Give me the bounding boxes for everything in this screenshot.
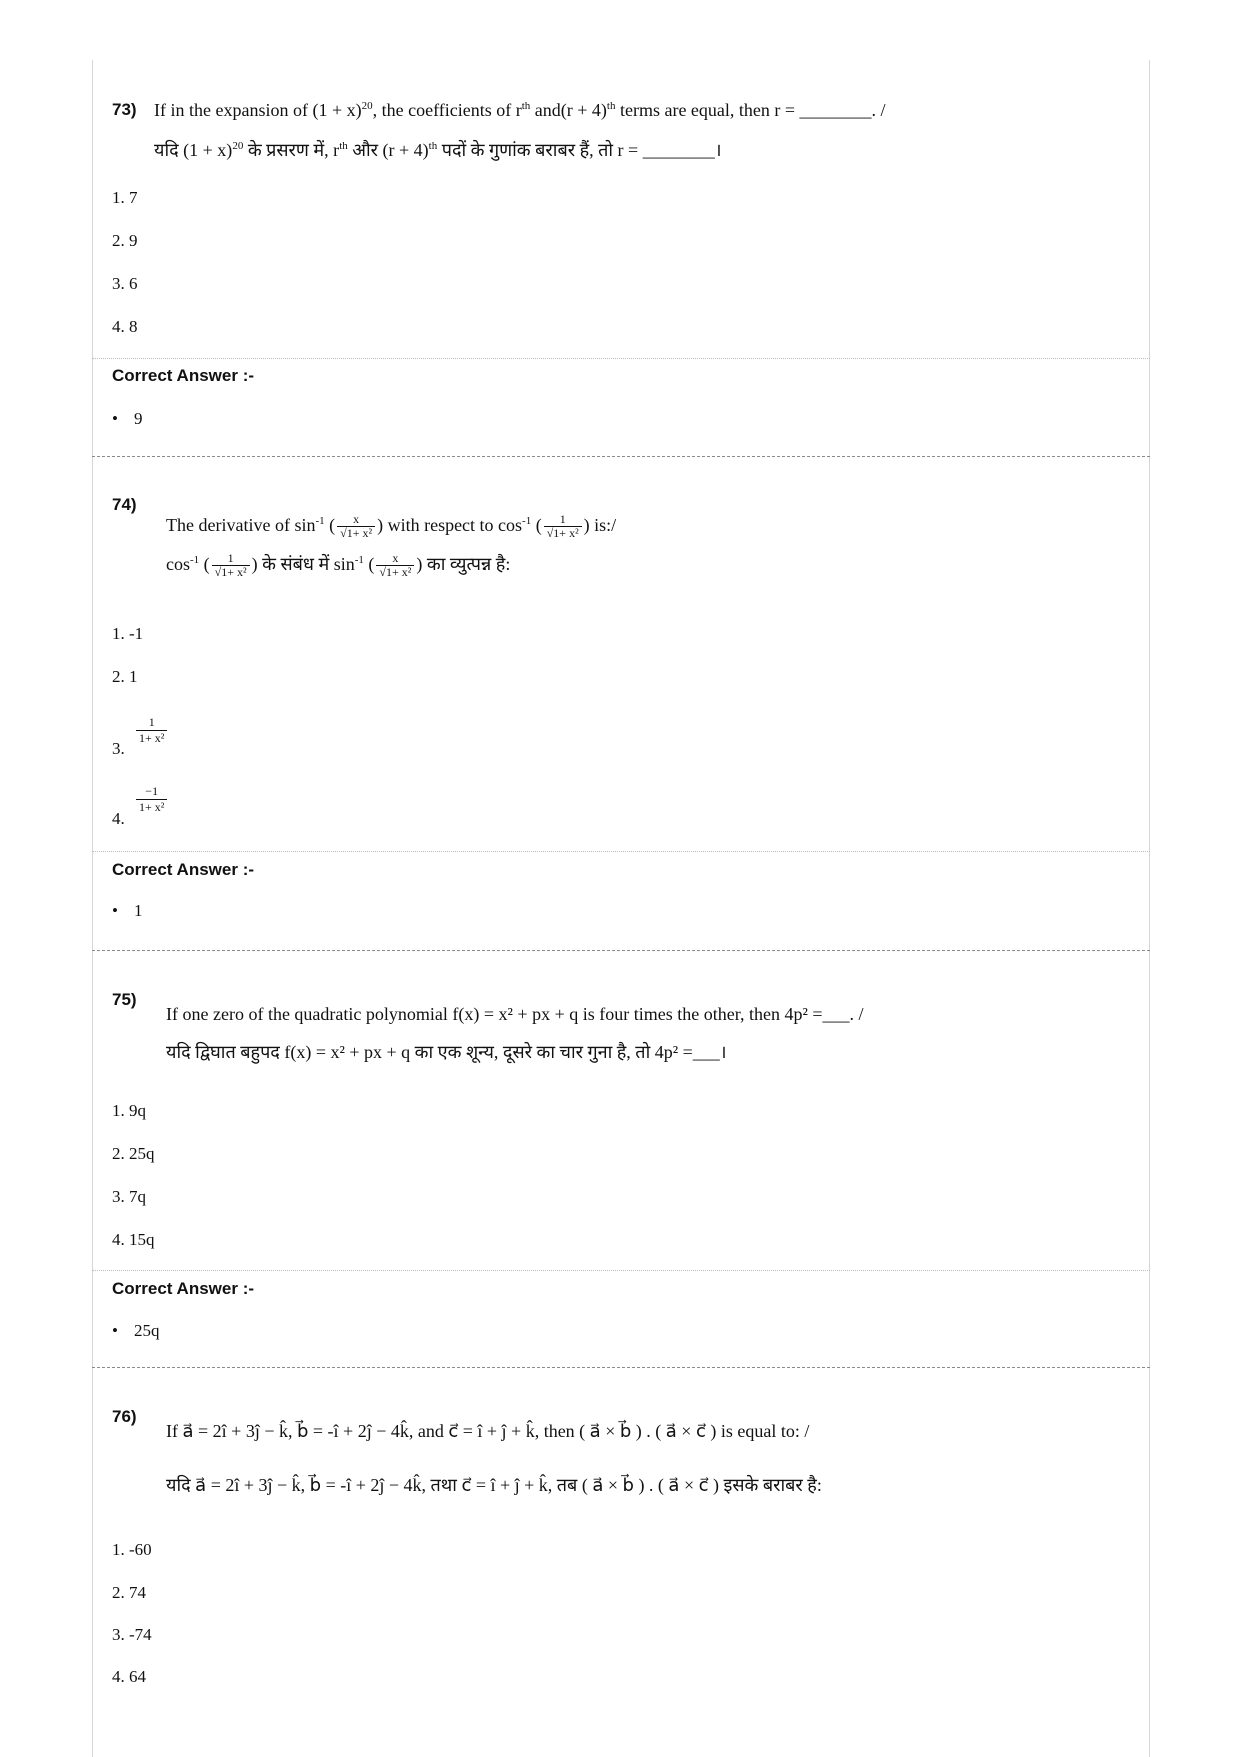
option-2: 2. 1 [112,667,138,686]
question-text-english: The derivative of $\sin^{-1}$ ( $\frac{x}{\text{√1+ x²}}$ ) with respect to $\cos^{-1}$ ( $\frac{1}{\text{√1+ x²}}$ ) is:/ [166,512,617,541]
option-2: 2. 9 [112,231,138,250]
fraction: $\frac{1}{\text{√1+ x²}}$ [544,513,582,540]
option-4: 4. 64 [112,1667,146,1686]
option-3: 3. -74 [112,1625,152,1644]
question-text-hindi: यदि द्विघात बहुपद f(x) = x² + px + q का एक शून्य, दूसरे का चार गुना है, तो 4p² =___। [166,1042,727,1062]
correct-answer-value: • 1 [112,901,143,920]
option-4-fraction: $\frac{-1}{\text{1+ x²}}$ [136,784,167,815]
divider [92,851,1150,852]
question-text-english: If a⃗ = 2î + 3ĵ − k̂, b⃗ = -î + 2ĵ − 4k̂, and c⃗ = î + ĵ + k̂, then ( a⃗ × b⃗ ) . ( a⃗ × c⃗ ) is equal to: / [166,1421,810,1441]
question-number: 75) [112,990,137,1009]
option-2: 2. 25q [112,1144,155,1163]
question-number: 74) [112,495,137,514]
divider [92,1270,1150,1271]
question-separator [92,456,1150,457]
option-4: 4. 8 [112,317,138,336]
option-1: 1. -1 [112,624,144,643]
fraction: $\frac{x}{\text{√1+ x²}}$ [376,552,414,579]
correct-answer-label: Correct Answer :- [112,860,255,879]
correct-answer-label: Correct Answer :- [112,366,255,385]
question-text-hindi: $\cos^{-1}$ ( $\frac{1}{\text{√1+ x²}}$ ) के संबंध में $\sin^{-1}$ ( $\frac{x}{\text{√1+ x²}}$ ) का व्युत्पन्न है: [166,551,511,580]
correct-answer-label: Correct Answer :- [112,1279,255,1298]
option-1: 1. 9q [112,1101,146,1120]
option-1: 1. -60 [112,1540,152,1559]
question-text-english: If in the expansion of $(1 + x)^{20}$, the coefficients of $r^{th}$ $and(r + 4)^{th}$ terms are equal, then r = ________. / [154,100,886,120]
question-text-hindi: यदि $(1 + x)^{20}$ के प्रसरण में, $r^{th}$ और $(r + 4)^{th}$ पदों के गुणांक बराबर हैं, तो r = ________। [154,140,722,160]
bullet: • [112,901,118,920]
option-3-fraction: $\frac{1}{\text{1+ x²}}$ [136,715,167,746]
correct-answer-value: • 25q [112,1321,160,1340]
divider [92,358,1150,359]
correct-answer-value: • 9 [112,409,143,428]
option-3: 3. 7q [112,1187,146,1206]
question-separator [92,1367,1150,1368]
fraction: $\frac{1}{\text{√1+ x²}}$ [212,552,250,579]
option-1: 1. 7 [112,188,138,207]
question-separator [92,950,1150,951]
question-number: 76) [112,1407,137,1426]
option-3: 3. [112,739,125,758]
option-4: 4. 15q [112,1230,155,1249]
fraction: $\frac{x}{\text{√1+ x²}}$ [337,513,375,540]
page-border-right [1149,60,1150,1757]
option-4: 4. [112,809,125,828]
question-text-hindi: यदि a⃗ = 2î + 3ĵ − k̂, b⃗ = -î + 2ĵ − 4k̂, तथा c⃗ = î + ĵ + k̂, तब ( a⃗ × b⃗ ) . ( a⃗ × c⃗ ) इसके बराबर है: [166,1475,822,1495]
option-3: 3. 6 [112,274,138,293]
question-text-english: If one zero of the quadratic polynomial f(x) = x² + px + q is four times the other, then 4p² =___. / [166,1004,864,1024]
bullet: • [112,409,118,428]
question-number: 73) [112,100,137,119]
bullet: • [112,1321,118,1340]
page-border-left [92,60,93,1757]
option-2: 2. 74 [112,1583,146,1602]
